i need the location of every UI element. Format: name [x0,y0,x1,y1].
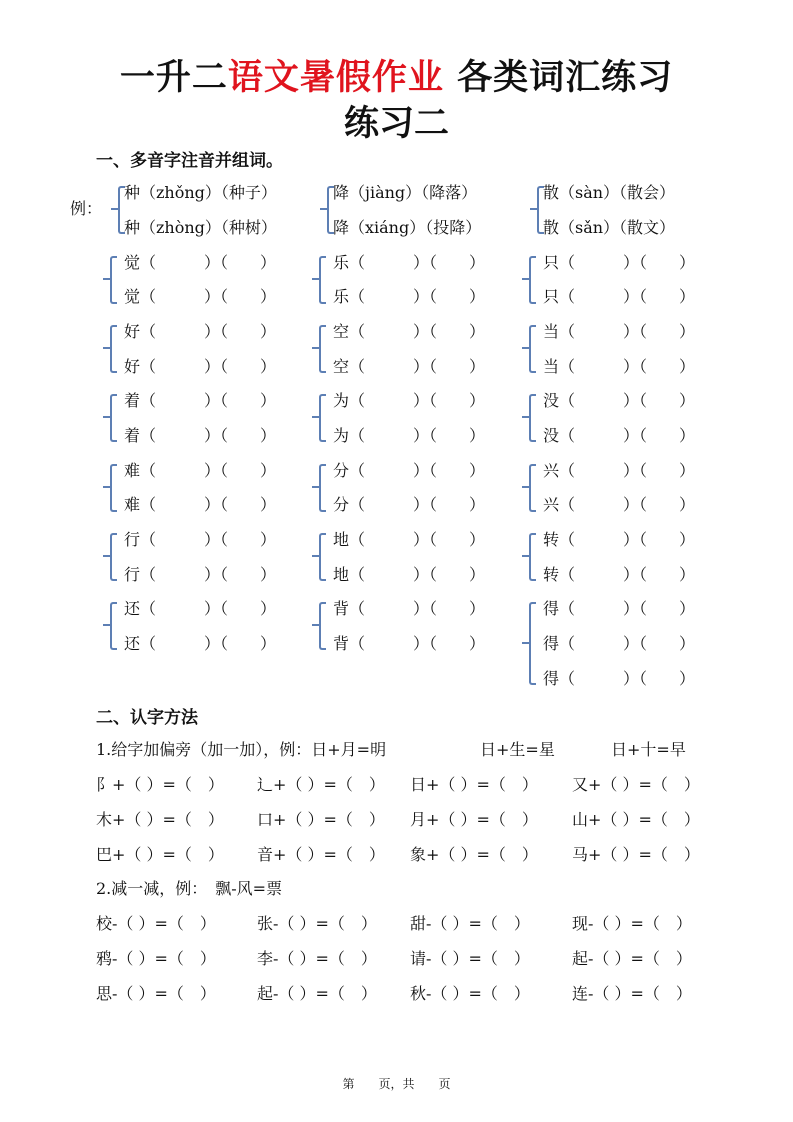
polyphone-entry: 只（ ）（ ） [543,287,696,306]
example-entry: 种（zhòng）（种树） [124,218,277,237]
example-bracket-tick [111,208,118,210]
add-radical-example-2: 日+生=星 [480,740,555,759]
polyphone-entry: 还（ ）（ ） [124,599,277,618]
polyphone-entry: 得（ ）（ ） [543,669,696,688]
add-radical-item: 阝+（ ）=（ ） [96,775,224,794]
polyphone-entry: 地（ ）（ ） [333,530,486,549]
pair-bracket [110,394,117,442]
polyphone-entry: 只（ ）（ ） [543,253,696,272]
pair-bracket-tick [312,486,319,488]
polyphone-entry: 行（ ）（ ） [124,530,277,549]
pair-bracket [529,464,536,512]
polyphone-entry: 没（ ）（ ） [543,426,696,445]
add-radical-item: 日+（ ）=（ ） [410,775,538,794]
subtract-item: 起-（ ）=（ ） [257,984,377,1003]
polyphone-entry: 为（ ）（ ） [333,426,486,445]
example-entry: 散（sǎn）（散文） [543,218,676,237]
pair-bracket [110,464,117,512]
page-footer: 第 页，共 页 [342,1077,451,1091]
pair-bracket-tick [522,416,529,418]
pair-bracket [319,256,326,304]
add-radical-item: 又+（ ）=（ ） [572,775,700,794]
subtract-item: 秋-（ ）=（ ） [410,984,530,1003]
polyphone-entry: 兴（ ）（ ） [543,495,696,514]
pair-bracket-tick [103,416,110,418]
pair-bracket-tick [522,486,529,488]
pair-bracket [529,394,536,442]
add-radical-item: 月+（ ）=（ ） [410,810,538,829]
pair-bracket [110,256,117,304]
polyphone-entry: 着（ ）（ ） [124,426,277,445]
pair-bracket [110,325,117,373]
pair-bracket-tick [312,278,319,280]
add-radical-item: 巴+（ ）=（ ） [96,845,224,864]
subtract-item: 张-（ ）=（ ） [257,914,377,933]
add-radical-item: 山+（ ）=（ ） [572,810,700,829]
polyphone-entry: 空（ ）（ ） [333,322,486,341]
example-bracket-tick [530,208,537,210]
subtract-item: 鸦-（ ）=（ ） [96,949,216,968]
polyphone-entry: 背（ ）（ ） [333,634,486,653]
subtract-item: 思-（ ）=（ ） [96,984,216,1003]
subtract-item: 连-（ ）=（ ） [572,984,692,1003]
add-radical-example: 1.给字加偏旁（加一加），例：日+月=明 [96,740,387,759]
polyphone-entry: 还（ ）（ ） [124,634,277,653]
polyphone-entry: 当（ ）（ ） [543,322,696,341]
pair-bracket-tick [312,347,319,349]
pair-bracket-tick [522,347,529,349]
pair-bracket-tick [312,416,319,418]
example-label: 例： [70,199,103,218]
example-bracket-tick [320,208,327,210]
section2-heading: 二、认字方法 [96,708,198,728]
pair-bracket [110,533,117,581]
section1-heading: 一、多音字注音并组词。 [96,151,283,171]
polyphone-entry: 行（ ）（ ） [124,565,277,584]
polyphone-entry: 分（ ）（ ） [333,461,486,480]
polyphone-entry: 好（ ）（ ） [124,322,277,341]
polyphone-entry: 为（ ）（ ） [333,391,486,410]
polyphone-entry: 分（ ）（ ） [333,495,486,514]
subtract-item: 甜-（ ）=（ ） [410,914,530,933]
pair-bracket [319,602,326,650]
page-subtitle: 练习二 [343,104,449,144]
add-radical-item: 口+（ ）=（ ） [257,810,385,829]
triple-bracket-tick [522,642,529,644]
subtract-item: 现-（ ）=（ ） [572,914,692,933]
subtract-item: 李-（ ）=（ ） [257,949,377,968]
polyphone-entry: 好（ ）（ ） [124,357,277,376]
page-title [0,50,793,100]
example-entry: 降（jiàng）（降落） [333,183,478,202]
pair-bracket [319,394,326,442]
add-radical-example-3: 日+十=早 [611,740,686,759]
subtract-item: 起-（ ）=（ ） [572,949,692,968]
add-radical-item: 马+（ ）=（ ） [572,845,700,864]
polyphone-entry: 背（ ）（ ） [333,599,486,618]
title-part2: 语文暑假作业 [227,58,444,98]
polyphone-entry: 没（ ）（ ） [543,391,696,410]
add-radical-item: 木+（ ）=（ ） [96,810,224,829]
add-radical-item: 音+（ ）=（ ） [257,845,385,864]
example-entry: 散（sàn）（散会） [543,183,676,202]
polyphone-entry: 兴（ ）（ ） [543,461,696,480]
polyphone-entry: 地（ ）（ ） [333,565,486,584]
polyphone-entry: 空（ ）（ ） [333,357,486,376]
polyphone-entry: 难（ ）（ ） [124,495,277,514]
polyphone-entry: 难（ ）（ ） [124,461,277,480]
pair-bracket-tick [103,278,110,280]
polyphone-entry: 转（ ）（ ） [543,530,696,549]
pair-bracket [529,256,536,304]
polyphone-entry: 当（ ）（ ） [543,357,696,376]
pair-bracket-tick [312,555,319,557]
pair-bracket-tick [103,624,110,626]
pair-bracket-tick [522,278,529,280]
pair-bracket [319,325,326,373]
pair-bracket [319,464,326,512]
pair-bracket-tick [103,486,110,488]
polyphone-entry: 乐（ ）（ ） [333,253,486,272]
title-part3: 各类词汇练习 [457,58,674,98]
title-part1: 一升二 [119,58,228,98]
subtract-example: 2.减一减，例： 飘-风=票 [96,879,283,898]
add-radical-item: 象+（ ）=（ ） [410,845,538,864]
pair-bracket-tick [103,347,110,349]
polyphone-entry: 得（ ）（ ） [543,634,696,653]
pair-bracket-tick [522,555,529,557]
subtract-item: 请-（ ）=（ ） [410,949,530,968]
polyphone-entry: 觉（ ）（ ） [124,253,277,272]
example-entry: 降（xiáng）（投降） [333,218,482,237]
polyphone-entry: 转（ ）（ ） [543,565,696,584]
pair-bracket-tick [103,555,110,557]
pair-bracket [529,325,536,373]
pair-bracket [110,602,117,650]
pair-bracket-tick [312,624,319,626]
polyphone-entry: 乐（ ）（ ） [333,287,486,306]
pair-bracket [319,533,326,581]
polyphone-entry: 着（ ）（ ） [124,391,277,410]
polyphone-entry: 得（ ）（ ） [543,599,696,618]
pair-bracket [529,533,536,581]
triple-bracket [529,602,536,685]
polyphone-entry: 觉（ ）（ ） [124,287,277,306]
subtract-item: 校-（ ）=（ ） [96,914,216,933]
add-radical-item: 辶+（ ）=（ ） [257,775,385,794]
example-entry: 种（zhǒng）（种子） [124,183,277,202]
